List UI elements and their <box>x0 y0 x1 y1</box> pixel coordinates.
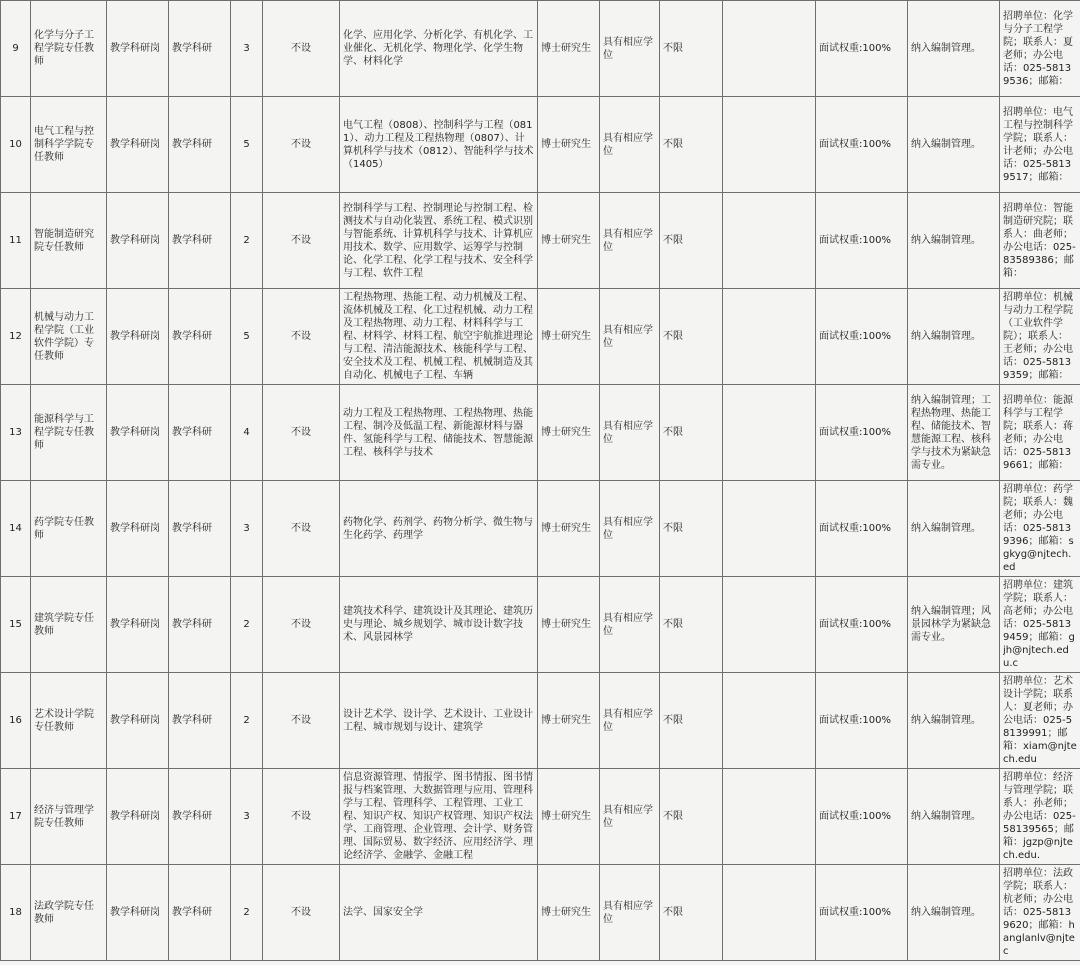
cell-contact: 招聘单位：药学院；联系人：魏老师；办公电话：025-58139396；邮箱：sgkyg@njtech.ed <box>1000 481 1080 577</box>
cell-note: 纳入编制管理。 <box>908 289 1000 385</box>
cell-other: 不限 <box>660 481 723 577</box>
cell-education: 博士研究生 <box>538 1 600 97</box>
cell-blank <box>723 1 816 97</box>
cell-other: 不限 <box>660 865 723 961</box>
cell-note: 纳入编制管理。 <box>908 865 1000 961</box>
table-row <box>1 769 1080 865</box>
cell-degree: 具有相应学位 <box>600 1 660 97</box>
table-row <box>1 289 1080 385</box>
cell-blank <box>723 577 816 673</box>
cell-exam: 面试权重:100% <box>816 481 908 577</box>
cell-degree: 具有相应学位 <box>600 577 660 673</box>
cell-post: 药学院专任教师 <box>31 481 107 577</box>
cell-blank <box>723 97 816 193</box>
cell-category: 教学科研岗 <box>107 385 169 481</box>
cell-major: 工程热物理、热能工程、动力机械及工程、流体机械及工程、化工过程机械、动力工程及工程热物理、动力工程、材料科学与工程、材料学、材料工程、航空宇航推进理论与工程、清洁能源技术、核能科学与工程、安全技术及工程、机械工程、机械制造及其自动化、机械电子工程、车辆 <box>340 289 538 385</box>
cell-blank <box>723 289 816 385</box>
cell-other: 不限 <box>660 97 723 193</box>
cell-no: 10 <box>1 97 31 193</box>
cell-degree: 具有相应学位 <box>600 289 660 385</box>
cell-age: 不设 <box>263 193 340 289</box>
cell-education: 博士研究生 <box>538 577 600 673</box>
cell-contact: 招聘单位：经济与管理学院；联系人：孙老师；办公电话：025-58139565；邮箱：jgzp@njtech.edu. <box>1000 769 1080 865</box>
cell-contact: 招聘单位：建筑学院；联系人：高老师；办公电话：025-58139459；邮箱：gjh@njtech.edu.c <box>1000 577 1080 673</box>
cell-count: 2 <box>231 673 263 769</box>
cell-category: 教学科研岗 <box>107 289 169 385</box>
cell-other: 不限 <box>660 577 723 673</box>
cell-no: 12 <box>1 289 31 385</box>
cell-type: 教学科研 <box>169 193 231 289</box>
cell-education: 博士研究生 <box>538 193 600 289</box>
cell-education: 博士研究生 <box>538 289 600 385</box>
cell-exam: 面试权重:100% <box>816 577 908 673</box>
cell-count: 2 <box>231 193 263 289</box>
cell-contact: 招聘单位：机械与动力工程学院（工业软件学院）；联系人：王老师；办公电话：025-58139359；邮箱： <box>1000 289 1080 385</box>
cell-contact: 招聘单位：化学与分子工程学院；联系人：夏老师；办公电话：025-58139536；邮箱： <box>1000 1 1080 97</box>
cell-category: 教学科研岗 <box>107 865 169 961</box>
cell-no: 11 <box>1 193 31 289</box>
cell-count: 2 <box>231 865 263 961</box>
cell-count: 3 <box>231 481 263 577</box>
cell-type: 教学科研 <box>169 97 231 193</box>
cell-category: 教学科研岗 <box>107 577 169 673</box>
cell-note: 纳入编制管理。 <box>908 97 1000 193</box>
cell-degree: 具有相应学位 <box>600 97 660 193</box>
cell-post: 艺术设计学院专任教师 <box>31 673 107 769</box>
table-row <box>1 97 1080 193</box>
cell-no: 13 <box>1 385 31 481</box>
cell-blank <box>723 481 816 577</box>
cell-type: 教学科研 <box>169 673 231 769</box>
cell-post: 建筑学院专任教师 <box>31 577 107 673</box>
cell-age: 不设 <box>263 577 340 673</box>
cell-type: 教学科研 <box>169 481 231 577</box>
cell-exam: 面试权重:100% <box>816 865 908 961</box>
cell-type: 教学科研 <box>169 385 231 481</box>
cell-contact: 招聘单位：能源科学与工程学院；联系人：蒋老师；办公电话：025-58139661；邮箱： <box>1000 385 1080 481</box>
cell-contact: 招聘单位：艺术设计学院；联系人：夏老师；办公电话：025-58139991；邮箱：xiam@njtech.edu <box>1000 673 1080 769</box>
cell-no: 18 <box>1 865 31 961</box>
cell-degree: 具有相应学位 <box>600 193 660 289</box>
cell-post: 电气工程与控制科学学院专任教师 <box>31 97 107 193</box>
cell-note: 纳入编制管理；工程热物理、热能工程、储能技术、智慧能源工程、核科学与技术为紧缺急需专业。 <box>908 385 1000 481</box>
cell-blank <box>723 865 816 961</box>
cell-age: 不设 <box>263 289 340 385</box>
cell-education: 博士研究生 <box>538 385 600 481</box>
cell-education: 博士研究生 <box>538 673 600 769</box>
table-row <box>1 1 1080 97</box>
cell-no: 14 <box>1 481 31 577</box>
cell-type: 教学科研 <box>169 289 231 385</box>
cell-exam: 面试权重:100% <box>816 1 908 97</box>
cell-degree: 具有相应学位 <box>600 673 660 769</box>
cell-contact: 招聘单位：智能制造研究院；联系人：曲老师；办公电话：025-83589386；邮箱： <box>1000 193 1080 289</box>
cell-post: 法政学院专任教师 <box>31 865 107 961</box>
cell-degree: 具有相应学位 <box>600 865 660 961</box>
cell-major: 药物化学、药剂学、药物分析学、微生物与生化药学、药理学 <box>340 481 538 577</box>
cell-category: 教学科研岗 <box>107 97 169 193</box>
cell-education: 博士研究生 <box>538 865 600 961</box>
cell-post: 经济与管理学院专任教师 <box>31 769 107 865</box>
cell-other: 不限 <box>660 193 723 289</box>
cell-education: 博士研究生 <box>538 769 600 865</box>
cell-count: 5 <box>231 97 263 193</box>
cell-exam: 面试权重:100% <box>816 769 908 865</box>
cell-note: 纳入编制管理。 <box>908 1 1000 97</box>
cell-age: 不设 <box>263 97 340 193</box>
cell-note: 纳入编制管理。 <box>908 769 1000 865</box>
table-row <box>1 193 1080 289</box>
cell-age: 不设 <box>263 865 340 961</box>
cell-exam: 面试权重:100% <box>816 385 908 481</box>
cell-blank <box>723 385 816 481</box>
cell-count: 5 <box>231 289 263 385</box>
cell-post: 化学与分子工程学院专任教师 <box>31 1 107 97</box>
cell-major: 动力工程及工程热物理、工程热物理、热能工程、制冷及低温工程、新能源材料与器件、氢能科学与工程、储能技术、智慧能源工程、核科学与技术 <box>340 385 538 481</box>
cell-no: 17 <box>1 769 31 865</box>
cell-age: 不设 <box>263 769 340 865</box>
cell-type: 教学科研 <box>169 865 231 961</box>
cell-category: 教学科研岗 <box>107 193 169 289</box>
cell-blank <box>723 769 816 865</box>
cell-other: 不限 <box>660 769 723 865</box>
cell-category: 教学科研岗 <box>107 673 169 769</box>
cell-exam: 面试权重:100% <box>816 673 908 769</box>
table-row <box>1 865 1080 961</box>
cell-type: 教学科研 <box>169 1 231 97</box>
cell-contact: 招聘单位：法政学院；联系人：杭老师；办公电话：025-58139620；邮箱：hanglanlv@njtec <box>1000 865 1080 961</box>
cell-count: 4 <box>231 385 263 481</box>
cell-no: 15 <box>1 577 31 673</box>
cell-note: 纳入编制管理。 <box>908 193 1000 289</box>
cell-degree: 具有相应学位 <box>600 769 660 865</box>
cell-no: 9 <box>1 1 31 97</box>
cell-major: 信息资源管理、情报学、图书情报、图书情报与档案管理、大数据管理与应用、管理科学与工程、管理科学、工程管理、工业工程、知识产权、知识产权管理、知识产权法学、工商管理、企业管理、会计学、财务管理、国际贸易、数字经济、应用经济学、理论经济学、金融学、金融工程 <box>340 769 538 865</box>
cell-count: 2 <box>231 577 263 673</box>
cell-count: 3 <box>231 769 263 865</box>
cell-age: 不设 <box>263 1 340 97</box>
cell-category: 教学科研岗 <box>107 769 169 865</box>
cell-post: 能源科学与工程学院专任教师 <box>31 385 107 481</box>
cell-category: 教学科研岗 <box>107 481 169 577</box>
cell-type: 教学科研 <box>169 769 231 865</box>
cell-other: 不限 <box>660 673 723 769</box>
cell-education: 博士研究生 <box>538 97 600 193</box>
cell-no: 16 <box>1 673 31 769</box>
cell-major: 建筑技术科学、建筑设计及其理论、建筑历史与理论、城乡规划学、城市设计数字技术、风景园林学 <box>340 577 538 673</box>
cell-age: 不设 <box>263 385 340 481</box>
cell-count: 3 <box>231 1 263 97</box>
table-row <box>1 481 1080 577</box>
cell-exam: 面试权重:100% <box>816 289 908 385</box>
cell-major: 控制科学与工程、控制理论与控制工程、检测技术与自动化装置、系统工程、模式识别与智能系统、计算机科学与技术、计算机应用技术、数学、应用数学、运筹学与控制论、化学工程、化学工程与技术、安全科学与工程、软件工程 <box>340 193 538 289</box>
cell-degree: 具有相应学位 <box>600 385 660 481</box>
cell-other: 不限 <box>660 289 723 385</box>
cell-note: 纳入编制管理；风景园林学为紧缺急需专业。 <box>908 577 1000 673</box>
cell-other: 不限 <box>660 1 723 97</box>
cell-contact: 招聘单位：电气工程与控制科学学院；联系人：计老师；办公电话：025-58139517；邮箱： <box>1000 97 1080 193</box>
cell-education: 博士研究生 <box>538 481 600 577</box>
cell-type: 教学科研 <box>169 577 231 673</box>
table-row <box>1 577 1080 673</box>
cell-major: 法学、国家安全学 <box>340 865 538 961</box>
cell-post: 机械与动力工程学院（工业软件学院）专任教师 <box>31 289 107 385</box>
cell-category: 教学科研岗 <box>107 1 169 97</box>
cell-degree: 具有相应学位 <box>600 481 660 577</box>
cell-age: 不设 <box>263 481 340 577</box>
table-row <box>1 673 1080 769</box>
cell-note: 纳入编制管理。 <box>908 673 1000 769</box>
cell-note: 纳入编制管理。 <box>908 481 1000 577</box>
cell-post: 智能制造研究院专任教师 <box>31 193 107 289</box>
cell-major: 电气工程（0808）、控制科学与工程（0811）、动力工程及工程热物理（0807）、计算机科学与技术（0812）、智能科学与技术（1405） <box>340 97 538 193</box>
table-row <box>1 385 1080 481</box>
cell-exam: 面试权重:100% <box>816 193 908 289</box>
cell-blank <box>723 193 816 289</box>
cell-age: 不设 <box>263 673 340 769</box>
cell-exam: 面试权重:100% <box>816 97 908 193</box>
cell-other: 不限 <box>660 385 723 481</box>
cell-major: 设计艺术学、设计学、艺术设计、工业设计工程、城市规划与设计、建筑学 <box>340 673 538 769</box>
cell-major: 化学、应用化学、分析化学、有机化学、工业催化、无机化学、物理化学、化学生物学、材料化学 <box>340 1 538 97</box>
cell-blank <box>723 673 816 769</box>
